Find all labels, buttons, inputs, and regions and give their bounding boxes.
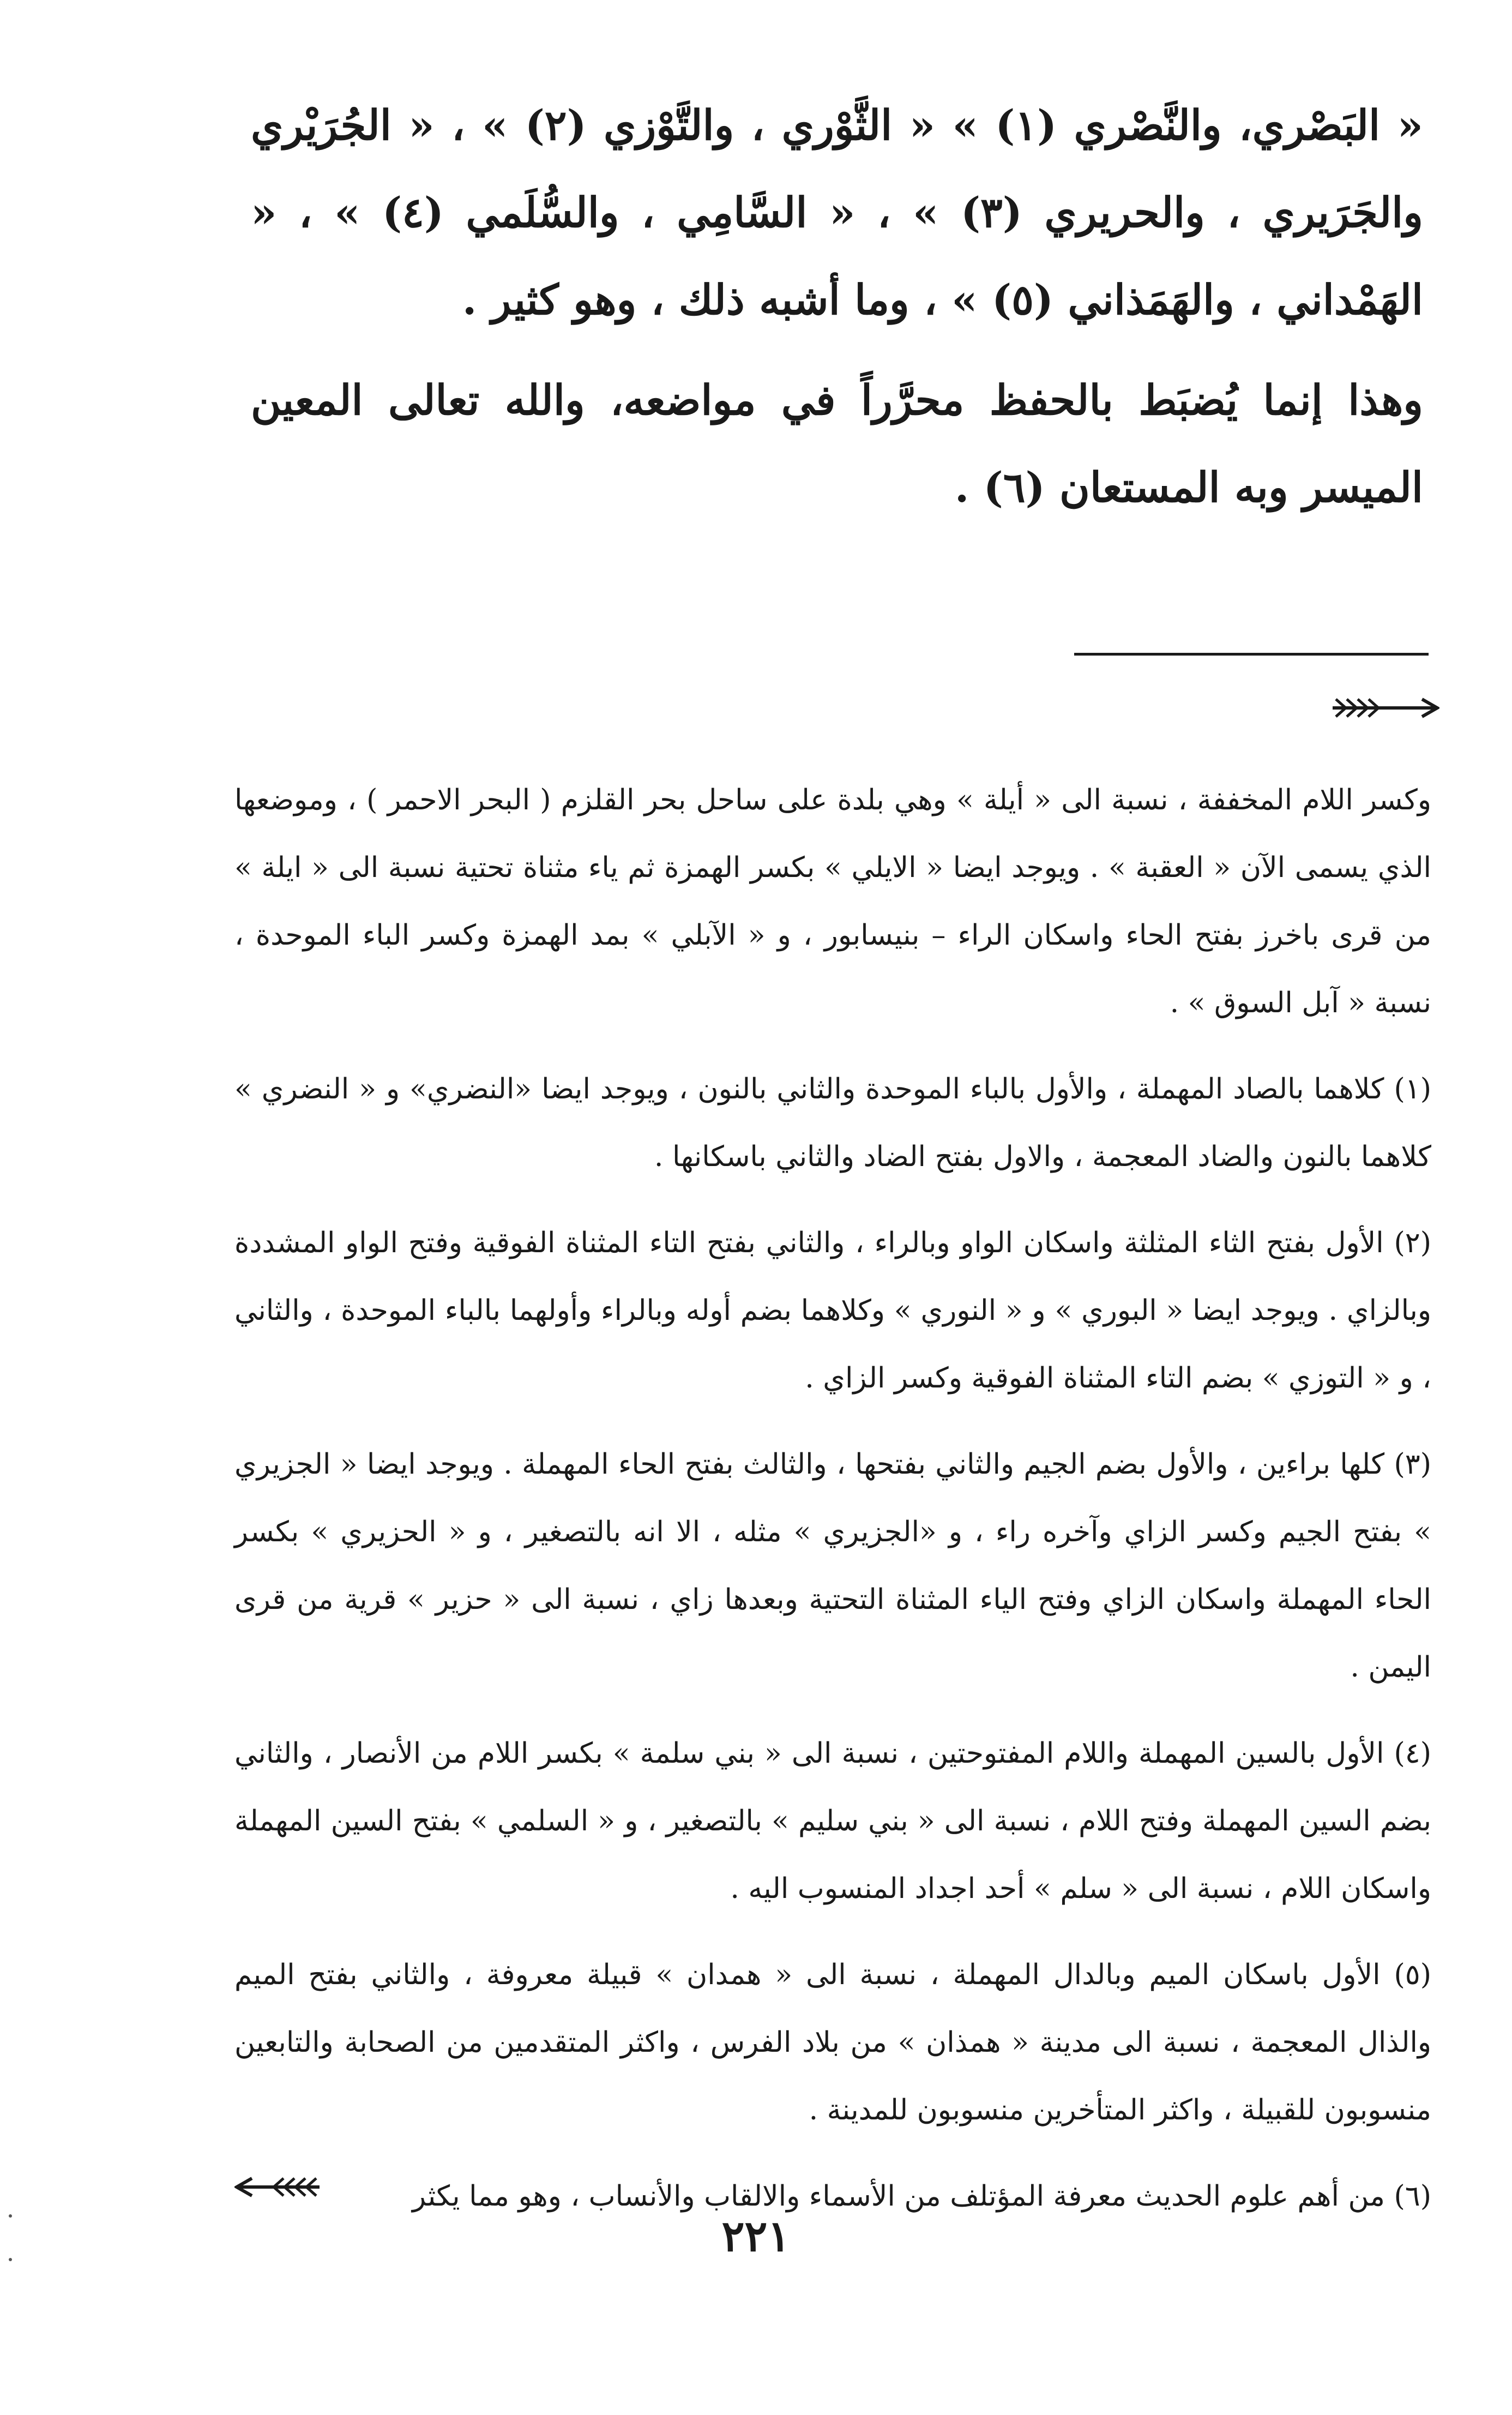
margin-speck bbox=[9, 2214, 12, 2218]
margin-speck bbox=[9, 2258, 12, 2261]
footnote-2: (٢) الأول بفتح الثاء المثلثة واسكان الواو وبالراء ، والثاني بفتح التاء المثناة الفوقية وفتح الواو المشددة وبالزاي . ويوجد ايضا « البوري » و « النوري » وكلاهما بضم أوله وبالراء وأولهما بالباء الموحدة ، والثاني ، و « التوزي » بضم التاء المثناة الفوقية وكسر الزاي . bbox=[234, 1227, 1431, 1395]
main-paragraph: « البَصْري، والنَّصْري (١) » « الثَّوْري ، والتَّوْزي (٢) » ، « الجُرَيْري والجَرَيري ، والحريري (٣) » ، « السَّامِي ، والسُّلَمي (٤) » ، « الهَمْداني ، والهَمَذاني (٥) » ، وما أشبه ذلك ، وهو كثير . bbox=[251, 101, 1423, 324]
footnote-4: (٤) الأول بالسين المهملة واللام المفتوحتين ، نسبة الى « بني سلمة » بكسر اللام من الأنصار ، والثاني بضم السين المهملة وفتح اللام ، نسبة الى « بني سليم » بالتصغير ، و « السلمي » بفتح السين المهملة واسكان اللام ، نسبة الى « سلم » أحد اجداد المنسوب اليه . bbox=[234, 1737, 1431, 1905]
left-arrow-ornament-icon bbox=[234, 2171, 322, 2203]
footnote-3: (٣) كلها براءين ، والأول بضم الجيم والثاني بفتحها ، والثالث بفتح الحاء المهملة . ويوجد ايضا « الجزيري » بفتح الجيم وكسر الزاي وآخره راء ، و «الجزيري » مثله ، الا انه بالتصغير ، و « الحزيري » بكسر الحاء المهملة واسكان الزاي وفتح الياء المثناة التحتية وبعدها زاي ، نسبة الى « حزير » قرية من قرى اليمن . bbox=[234, 1448, 1432, 1684]
footnote-5: (٥) الأول باسكان الميم وبالدال المهملة ، نسبة الى « همدان » قبيلة معروفة ، والثاني بفتح الميم والذال المعجمة ، نسبة الى مدينة « همذان » من بلاد الفرس ، واكثر المتقدمين من الصحابة والتابعين منسوبون للقبيلة ، واكثر المتأخرين منسوبون للمدينة . bbox=[234, 1959, 1431, 2126]
footnote-6: (٦) من أهم علوم الحديث معرفة المؤتلف من الأسماء والالقاب والأنساب ، وهو مما يكثر bbox=[412, 2180, 1431, 2213]
footnote-continuation: وكسر اللام المخففة ، نسبة الى « أيلة » وهي بلدة على ساحل بحر القلزم ( البحر الاحمر ) ، وموضعها الذي يسمى الآن « العقبة » . ويوجد ايضا « الايلي » بكسر الهمزة ثم ياء مثناة تحتية نسبة الى « ايلة » من قرى باخرز بفتح الحاء واسكان الراء – بنيسابور ، و « الآبلي » بمد الهمزة وكسر الباء الموحدة ، نسبة « آبل السوق » . bbox=[234, 784, 1431, 1019]
footnote-separator-rule bbox=[1074, 653, 1429, 656]
right-arrow-ornament-icon bbox=[1330, 692, 1439, 724]
main-text-body bbox=[251, 82, 1423, 542]
page-number: ٢٢١ bbox=[721, 2212, 791, 2261]
main-paragraph: وهذا إنما يُضبَط بالحفظ محرَّراً في مواضعه، والله تعالى المعين الميسر وبه المستعان (٦) . bbox=[251, 376, 1423, 512]
footnote-1: (١) كلاهما بالصاد المهملة ، والأول بالباء الموحدة والثاني بالنون ، ويوجد ايضا «النضري» و « النضري » كلاهما بالنون والضاد المعجمة ، والاول بفتح الضاد والثاني باسكانها . bbox=[234, 1073, 1431, 1173]
footnotes-section bbox=[234, 766, 1431, 2249]
